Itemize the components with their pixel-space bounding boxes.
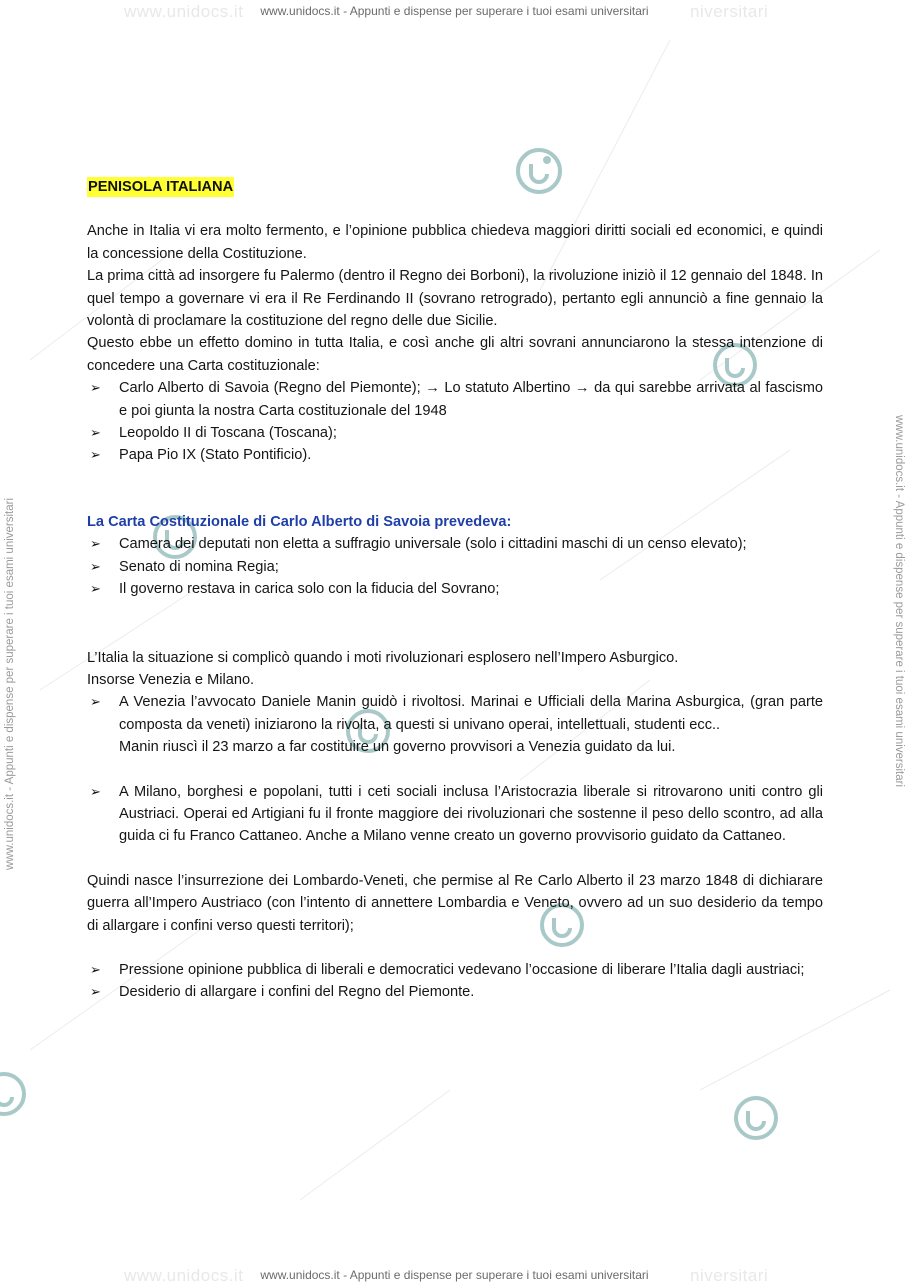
section-title: PENISOLA ITALIANA bbox=[88, 179, 234, 195]
arrow-bullet-icon: ➢ bbox=[90, 380, 101, 396]
arrow-bullet-icon: ➢ bbox=[90, 558, 101, 574]
war-paragraph: Quindi nasce l’insurrezione dei Lombardo-Veneti, che permise al Re Carlo Alberto il 23 marzo 1848 di dichiarare guerra all’Impero Austriaco (con l’intento di annettere Lombardia e Veneto, ovvero ad un suo desiderio da tempo di allargare i confini verso questi territori); bbox=[87, 872, 823, 934]
reasons-list bbox=[87, 959, 823, 1004]
arrow-bullet-icon: ➢ bbox=[90, 581, 101, 597]
watermark-side-left: www.unidocs.it - Appunti e dispense per superare i tuoi esami universitari bbox=[4, 497, 16, 870]
sovereigns-list bbox=[87, 377, 823, 467]
list-item-text: Senato di nomina Regia; bbox=[119, 558, 279, 575]
arrow-bullet-icon: ➢ bbox=[90, 536, 101, 552]
intro-paragraph-2: La prima città ad insorgere fu Palermo (dentro il Regno dei Borboni), la rivoluzione iniziò il 12 gennaio del 1848. In quel tempo a governare vi era il Re Ferdinando II (sovrano retrogrado), pertanto egli annunciò a fine gennaio la volontà di proclamare la costituzione del regno delle due Sicilie. bbox=[87, 268, 823, 330]
arrow-bullet-icon: ➢ bbox=[90, 961, 101, 977]
list-item-text: Carlo Alberto di Savoia (Regno del Piemonte); → Lo statuto Albertino → da qui sarebbe arrivata al fascismo e poi giunta la nostra Carta costituzionale del 1948 bbox=[119, 380, 823, 419]
list-item bbox=[87, 377, 823, 422]
venezia-list bbox=[87, 691, 823, 758]
list-item-text: A Milano, borghesi e popolani, tutti i ceti sociali inclusa l’Aristocrazia liberale si ritrovarono uniti contro gli Austriaci. Operai ed Artigiani fu il fronte maggiore dei rivoluzionari che sostenne il peso dello scontro, ad alla guida ci fu Franco Cattaneo. Anche a Milano venne creato un governo provvisorio guidato da Cattaneo. bbox=[119, 783, 823, 845]
list-item bbox=[87, 556, 823, 578]
arrow-bullet-icon: ➢ bbox=[90, 783, 101, 799]
list-item-text: Papa Pio IX (Stato Pontificio). bbox=[119, 447, 312, 464]
milano-list bbox=[87, 781, 823, 848]
list-item bbox=[87, 691, 823, 758]
watermark-header: www.unidocs.it - Appunti e dispense per superare i tuoi esami universitari bbox=[260, 4, 649, 18]
intro-paragraph-1: Anche in Italia vi era molto fermento, e l’opinione pubblica chiedeva maggiori diritti sociali ed economici, e quindi la concessione della Costituzione. bbox=[87, 223, 823, 262]
list-item-text: Il governo restava in carica solo con la fiducia del Sovrano; bbox=[119, 581, 500, 598]
list-item-text: Leopoldo II di Toscana (Toscana); bbox=[119, 425, 337, 442]
list-item bbox=[87, 578, 823, 600]
watermark-footer: www.unidocs.it - Appunti e dispense per superare i tuoi esami universitari bbox=[260, 1268, 649, 1282]
arrow-bullet-icon: ➢ bbox=[90, 984, 101, 1000]
watermark-ghost-right: niversitari bbox=[690, 2, 769, 21]
charter-list bbox=[87, 533, 823, 600]
watermark-side-right: www.unidocs.it - Appunti e dispense per superare i tuoi esami universitari bbox=[893, 415, 905, 788]
arrow-bullet-icon: ➢ bbox=[90, 694, 101, 710]
list-item-text: Camera dei deputati non eletta a suffragio universale (solo i cittadini maschi di un censo elevato); bbox=[119, 536, 747, 553]
arrow-bullet-icon: ➢ bbox=[90, 447, 101, 463]
watermark-ghost-left: www.unidocs.it bbox=[124, 2, 244, 21]
list-item bbox=[87, 959, 823, 981]
revolt-paragraph-2: Insorse Venezia e Milano. bbox=[87, 671, 255, 688]
intro-paragraph-3: Questo ebbe un effetto domino in tutta Italia, e così anche gli altri sovrani annunciarono la stessa intenzione di concedere una Carta costituzionale: bbox=[87, 335, 823, 374]
list-item bbox=[87, 444, 823, 466]
watermark-ghost-bottom-left: www.unidocs.it bbox=[124, 1266, 244, 1285]
list-item-text: Pressione opinione pubblica di liberali e democratici vedevano l’occasione di liberare l’Italia dagli austriaci; bbox=[119, 961, 805, 978]
revolt-paragraph-1: L’Italia la situazione si complicò quando i moti rivoluzionari esplosero nell’Impero Asburgico. bbox=[87, 649, 679, 666]
list-item bbox=[87, 533, 823, 555]
watermark-ghost-bottom-right: niversitari bbox=[690, 1266, 769, 1285]
list-item bbox=[87, 781, 823, 848]
list-item-text: Desiderio di allargare i confini del Regno del Piemonte. bbox=[119, 984, 475, 1001]
document-body bbox=[87, 176, 823, 1004]
charter-heading: La Carta Costituzionale di Carlo Alberto di Savoia prevedeva: bbox=[87, 513, 512, 530]
list-item-text: A Venezia l’avvocato Daniele Manin guidò i rivoltosi. Marinai e Ufficiali della Marina Asburgica, (gran parte composta da veneti) iniziarono la rivolta, a questi si univano operai, intellettuali, studenti ecc.. bbox=[119, 694, 823, 733]
list-item bbox=[87, 981, 823, 1003]
arrow-bullet-icon: ➢ bbox=[90, 425, 101, 441]
list-item bbox=[87, 422, 823, 444]
list-item-continuation: Manin riuscì il 23 marzo a far costituire un governo provvisori a Venezia guidato da lui. bbox=[119, 739, 676, 756]
